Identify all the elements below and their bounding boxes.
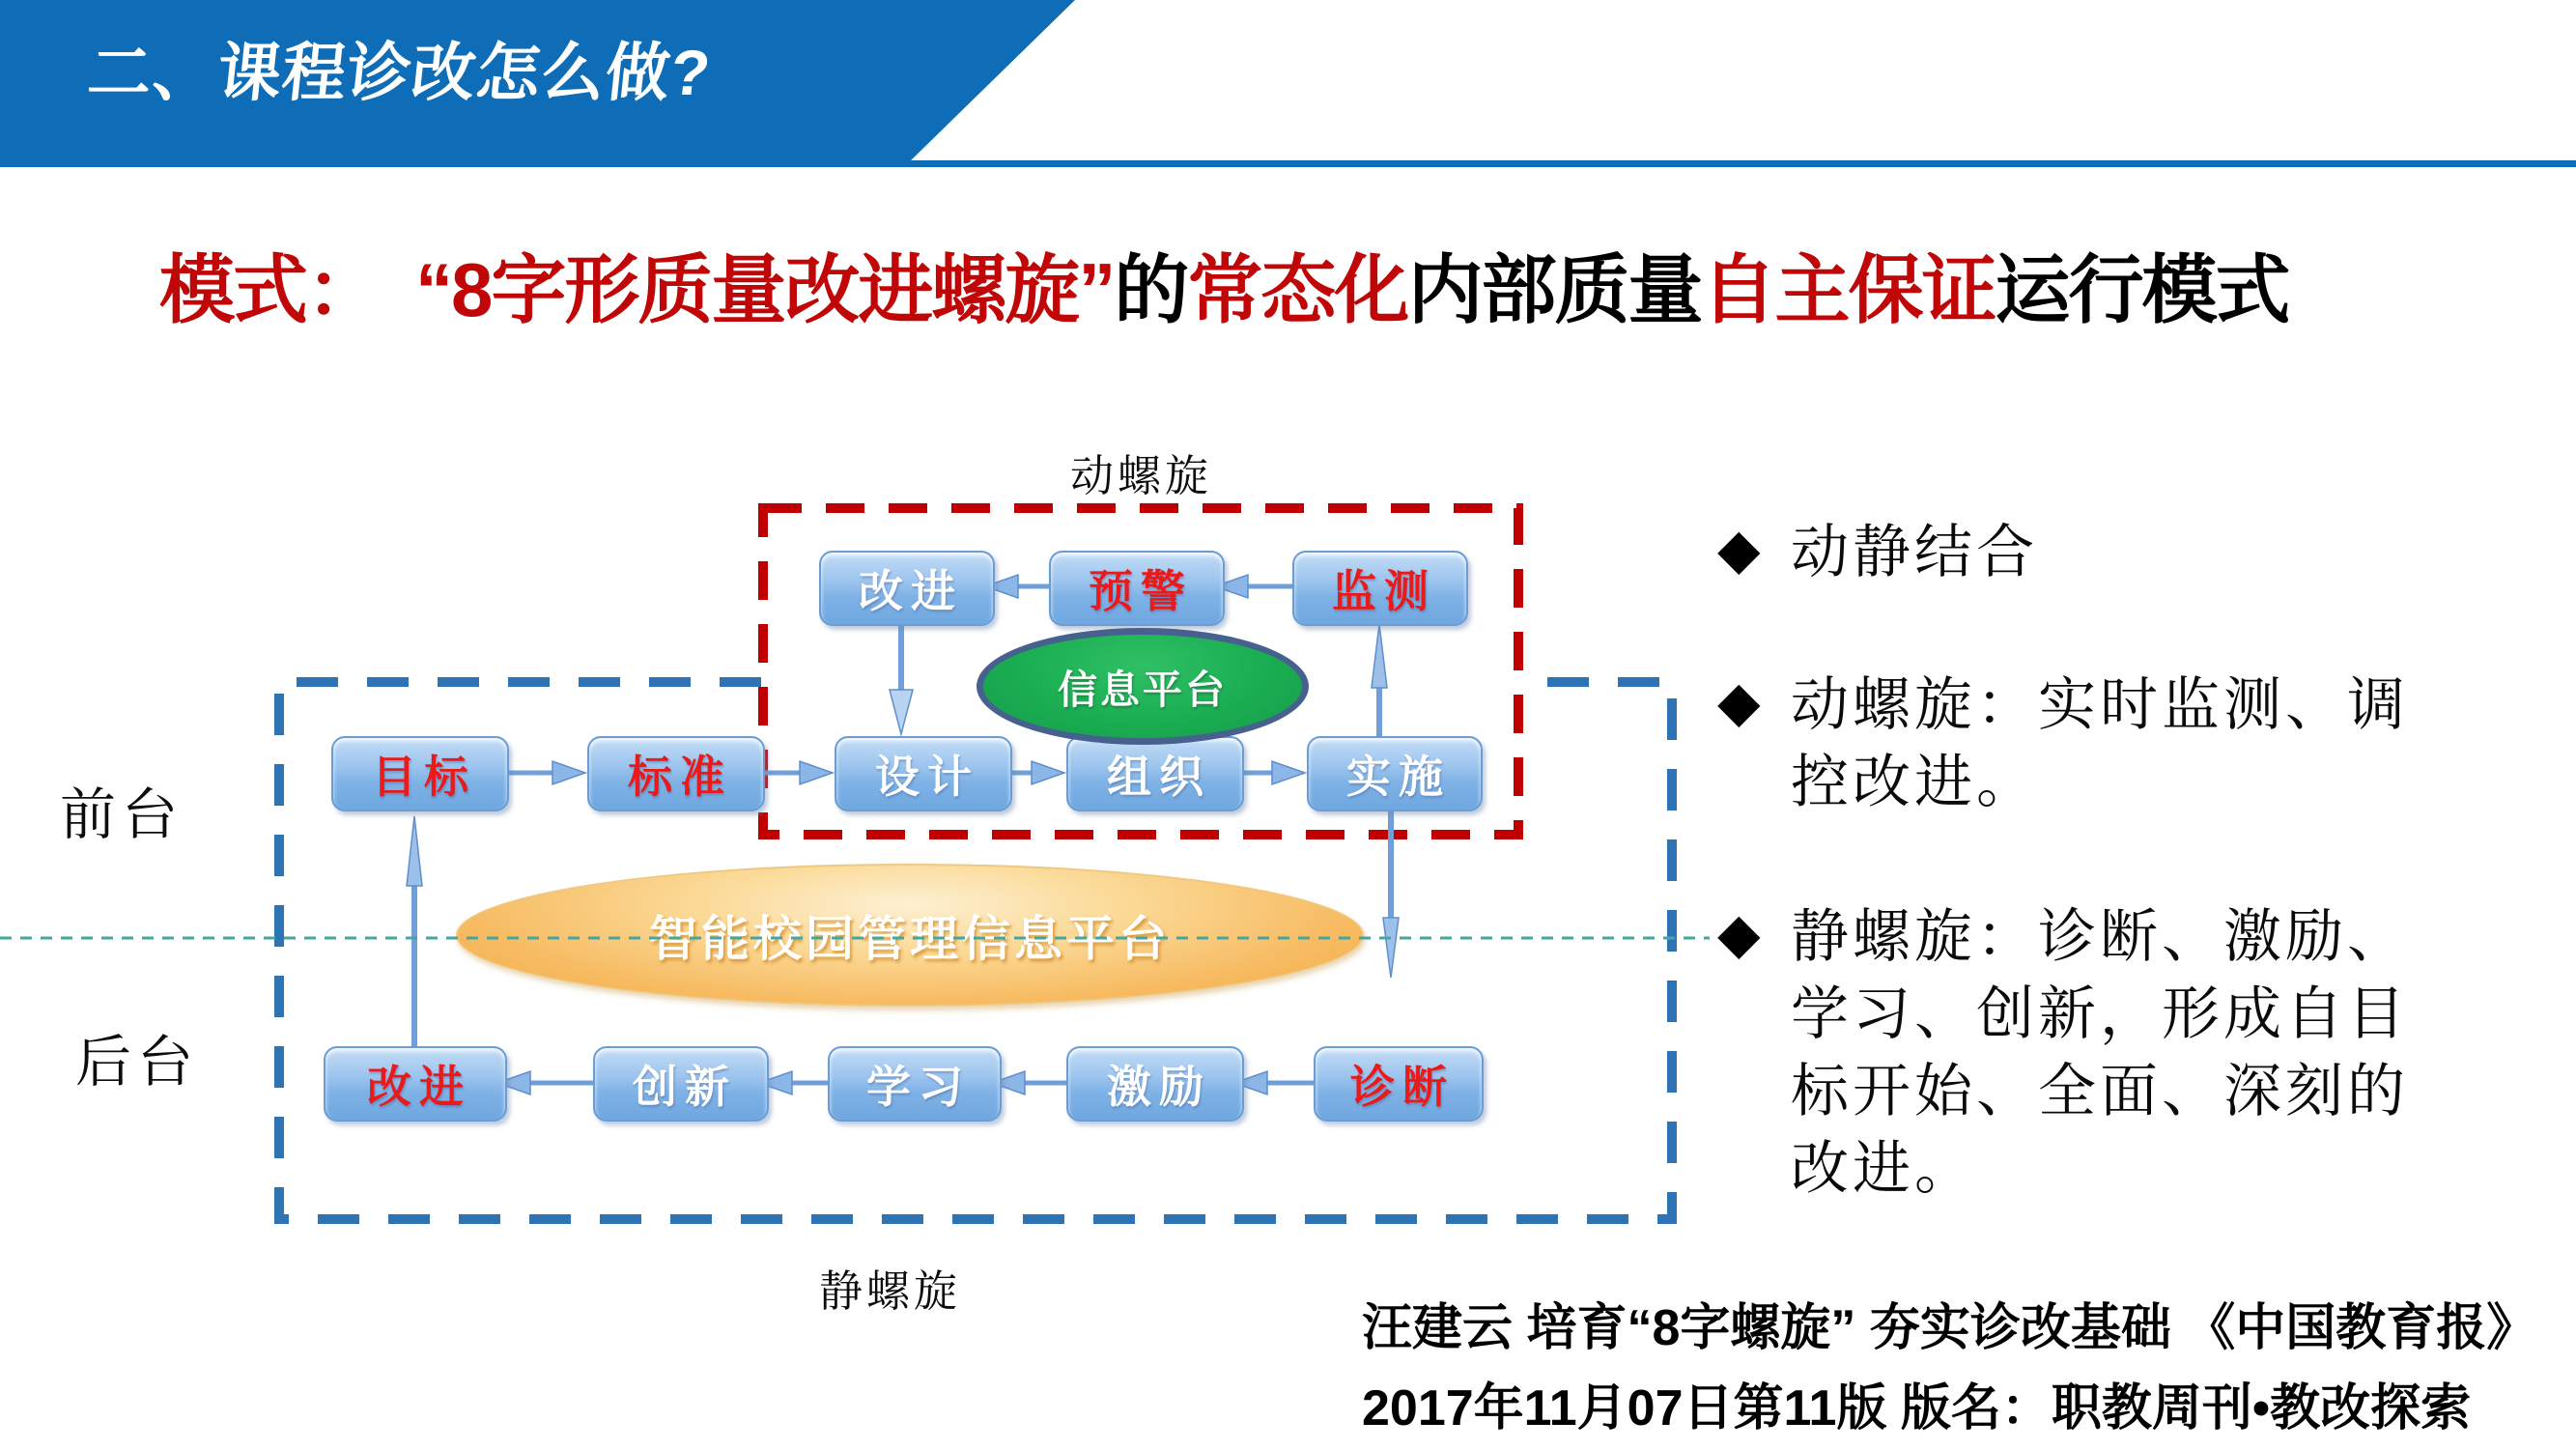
box-improve-bottom: 改进: [324, 1046, 507, 1122]
header-underline: [0, 160, 2576, 167]
bullet-line: 学习、创新，形成自目: [1791, 981, 2409, 1046]
title-segment: 的: [1114, 247, 1188, 332]
bullet-dynamic-spiral: [1717, 667, 2409, 821]
box-diagnose: 诊断: [1314, 1046, 1484, 1122]
citation-line-1: 汪建云 培育“8字螺旋” 夯实诊改基础 《中国教育报》: [1362, 1300, 2537, 1356]
back-stage-label: 后台: [75, 1031, 200, 1094]
bullet-static-spiral: [1717, 898, 2409, 1208]
bullet-line: 动螺旋：实时监测、调: [1791, 672, 2409, 737]
bullet-line: 改进。: [1791, 1136, 1976, 1201]
dynamic-spiral-label: 动螺旋: [1070, 451, 1213, 500]
box-goal: 目标: [331, 736, 509, 811]
citation-line-2: 2017年11月07日第11版 版名：职教周刊•教改探索: [1362, 1380, 2472, 1436]
box-monitor: 监测: [1292, 551, 1468, 626]
smart-campus-platform-ellipse: 智能校园管理信息平台: [456, 864, 1364, 1007]
box-design: 设计: [835, 736, 1012, 811]
bullet-line: 控改进。: [1791, 750, 2038, 814]
page-title: [159, 230, 2288, 338]
front-stage-label: 前台: [60, 783, 184, 846]
diamond-bullet-icon: ◆: [1717, 670, 1761, 733]
title-segment: “8字形质量改进螺旋”: [415, 247, 1115, 332]
bullet-line: 静螺旋：诊断、激励、: [1791, 904, 2409, 969]
header-title: 二、课程诊改怎么做?: [84, 37, 715, 108]
title-segment: 模式：: [159, 247, 416, 332]
box-learn: 学习: [828, 1046, 1002, 1122]
box-warning: 预警: [1049, 551, 1225, 626]
diamond-bullet-icon: ◆: [1717, 518, 1761, 581]
title-segment: 运行模式: [1995, 247, 2289, 332]
box-innovate: 创新: [593, 1046, 769, 1122]
bullet-line: 动静结合: [1791, 520, 2038, 584]
title-segment: 常态化: [1187, 247, 1408, 332]
static-spiral-label: 静螺旋: [819, 1266, 962, 1316]
box-improve-top: 改进: [819, 551, 995, 626]
box-standard: 标准: [587, 736, 765, 811]
bullet-line: 标开始、全面、深刻的: [1791, 1059, 2409, 1123]
info-platform-ellipse: 信息平台: [977, 628, 1309, 745]
diamond-bullet-icon: ◆: [1717, 902, 1761, 965]
box-implement: 实施: [1307, 736, 1483, 811]
title-segment: 内部质量: [1407, 247, 1702, 332]
bullet-dynamic-static: [1717, 514, 2038, 591]
box-motivate: 激励: [1066, 1046, 1244, 1122]
box-organize: 组织: [1066, 736, 1244, 811]
title-segment: 自主保证: [1701, 247, 1996, 332]
